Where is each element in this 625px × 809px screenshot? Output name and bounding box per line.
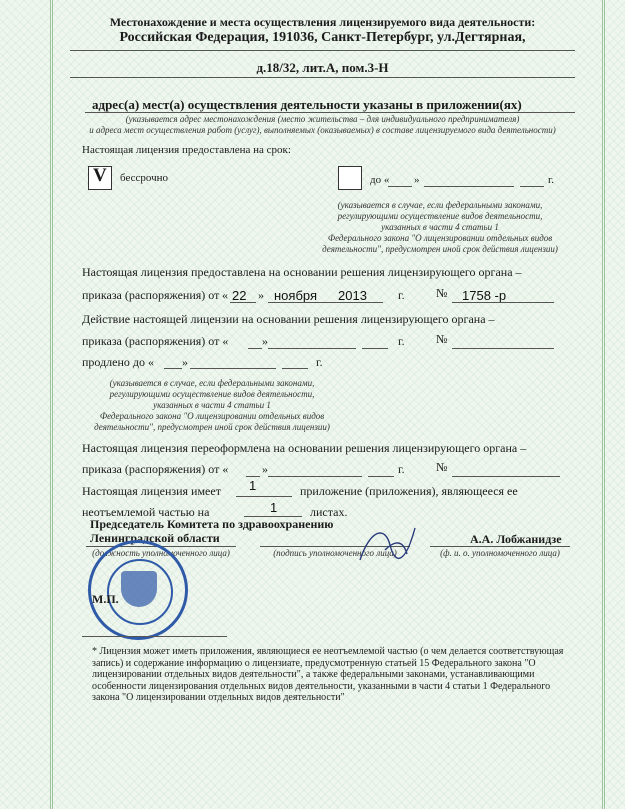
reissue-quote-close: » [262, 462, 268, 476]
reissue-g: г. [398, 462, 405, 476]
signature-caption: (подпись уполномоченного лица) [273, 548, 397, 558]
fio-caption: (ф. и. о. уполномоченного лица) [440, 548, 560, 558]
attachments-tail: приложение (приложения), являющееся ее [300, 484, 518, 498]
reissue-day-line [246, 476, 260, 477]
extended-quote: » [182, 355, 188, 369]
reissue-year-line [368, 476, 394, 477]
basis-quote-close: » [258, 288, 264, 302]
address-note-1: (указывается адрес местонахождения (место жительства – для индивидуального предпринимателя) [125, 114, 520, 124]
basis-day-line [230, 302, 256, 303]
handwritten-signature [355, 520, 425, 570]
address-underline-2 [70, 77, 575, 78]
reissue-order-label: приказа (распоряжения) от « [82, 462, 229, 476]
extended-g: г. [316, 355, 323, 369]
basis-date-line [268, 302, 383, 303]
term-note-line: деятельности", предусмотрен иной срок действия лицензии) [322, 244, 558, 254]
extended-month-line [190, 368, 276, 369]
action-note-line: Федерального закона "О лицензировании отдельных видов [99, 411, 325, 421]
check-mark-icon: V [93, 165, 107, 186]
extended-day-line [164, 368, 182, 369]
action-note-line: деятельности", предусмотрен иной срок действия лицензии) [94, 422, 330, 432]
until-checkbox [338, 166, 362, 190]
term-note [300, 200, 580, 255]
stamp-place-label: М.П. [92, 592, 119, 606]
action-note-line: (указывается в случае, если федеральными законами, [109, 378, 315, 388]
until-quote: » [414, 174, 420, 186]
indefinite-checkbox [88, 166, 112, 190]
basis-g: г. [398, 288, 405, 302]
action-num-sign: № [436, 332, 448, 346]
location-label: Местонахождение и места осуществления лицензируемого вида деятельности: [109, 15, 536, 29]
sheets-label: неотъемлемой частью на [82, 505, 210, 519]
basis-number: 1758 -р [462, 288, 507, 303]
term-note-line: Федерального закона "О лицензировании отдельных видов [327, 233, 553, 243]
basis-quote-open: « [222, 288, 228, 302]
reissue-num-sign: № [436, 460, 448, 474]
action-note-line: регулирующими осуществление видов деятельности, [109, 389, 315, 399]
address-line-2: д.18/32, лит.А, пом.3-Н [256, 60, 389, 75]
basis-number-line [452, 302, 554, 303]
signatory-position-1: Председатель Комитета по здравоохранению [90, 517, 334, 531]
until-year-line [520, 186, 544, 187]
action-note-line: указанных в части 4 статьи 1 [153, 400, 271, 410]
attachments-line [236, 496, 292, 497]
address-line-3: адрес(а) мест(а) осуществления деятельности указаны в приложении(ях) [92, 97, 522, 112]
address-underline-3 [85, 112, 575, 113]
basis-day: 22 [232, 288, 247, 303]
until-day-line [388, 186, 412, 187]
basis-year: 2013 [338, 288, 367, 303]
action-note [82, 378, 342, 433]
basis-line: Настоящая лицензия предоставлена на основании решения лицензирующего органа – [82, 265, 522, 279]
sheets-count: 1 [270, 500, 278, 515]
action-quote-close: » [262, 334, 268, 348]
until-year-suffix: г. [548, 174, 555, 186]
signatory-name: А.А. Лобжанидзе [470, 532, 562, 546]
address-underline-1 [70, 50, 575, 51]
reissue-line: Настоящая лицензия переоформлена на основании решения лицензирующего органа – [82, 441, 527, 455]
footnote: * Лицензия может иметь приложения, являющиеся ее неотъемлемой частью (о чем делается соответствующая запись) и содержание информацию о лицензиате, предусмотренную статьей 15 Федерального закона "О лицензировании отдельных видов деятельности", а также федеральными законами, устанавливающими особенности лицензирования отдельных видов деятельности, указанными в части 4 статьи 1 Федерального закона "О лицензировании отдельных видов деятельности" [92, 646, 564, 703]
indefinite-label: бессрочно [120, 172, 169, 184]
action-number-line [452, 348, 554, 349]
basis-month: ноября [274, 288, 318, 303]
fio-line [430, 546, 570, 547]
action-order-label: приказа (распоряжения) от « [82, 334, 229, 348]
sheets-tail: листах. [310, 505, 348, 519]
attachments-label: Настоящая лицензия имеет [82, 484, 221, 498]
term-note-line: регулирующими осуществление видов деятельности, [337, 211, 543, 221]
term-note-line: (указывается в случае, если федеральными законами, [337, 200, 543, 210]
term-note-line: указанных в части 4 статьи 1 [381, 222, 499, 232]
extended-label: продлено до « [82, 355, 155, 369]
action-year-line [362, 348, 388, 349]
basis-order-label: приказа (распоряжения) от [82, 288, 220, 302]
action-g: г. [398, 334, 405, 348]
extended-year-line [282, 368, 308, 369]
until-label: до « [370, 174, 390, 186]
action-line: Действие настоящей лицензии на основании решения лицензирующего органа – [82, 312, 495, 326]
reissue-month-line [268, 476, 362, 477]
signatory-position-2: Ленинградской области [90, 531, 220, 545]
action-day-line [248, 348, 262, 349]
term-label: Настоящая лицензия предоставлена на срок: [82, 144, 291, 156]
position-caption: (должность уполномоченного лица) [92, 548, 230, 558]
basis-num-sign: № [436, 286, 448, 300]
attachments-count: 1 [249, 478, 257, 493]
address-note-2: и адреса мест осуществления работ (услуг), выполняемых (оказываемых) в составе лицензируемого вида деятельности) [89, 125, 556, 135]
footnote-separator [82, 636, 227, 637]
official-stamp [88, 540, 188, 640]
until-month-line [424, 186, 514, 187]
address-line-1: Российская Федерация, 191036, Санкт-Петербург, ул.Дегтярная, [119, 30, 526, 45]
action-month-line [268, 348, 356, 349]
coat-of-arms-icon [121, 571, 157, 607]
reissue-number-line [452, 476, 560, 477]
